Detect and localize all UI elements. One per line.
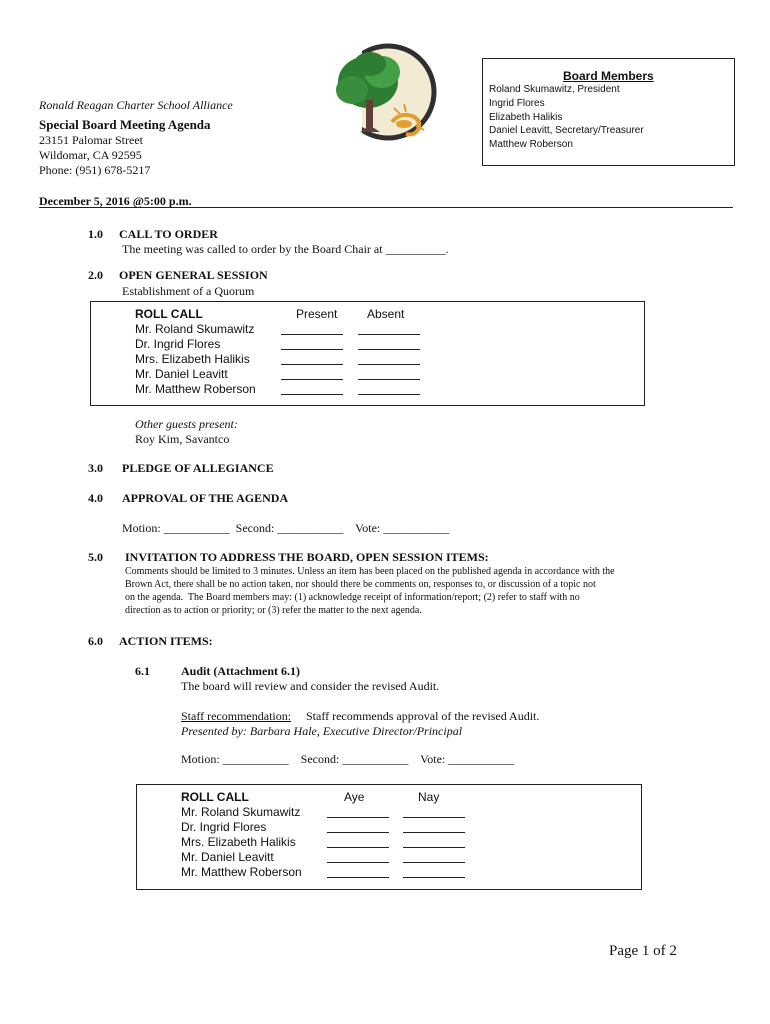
nay-blank[interactable]: [403, 832, 465, 833]
item-5-number: 5.0: [88, 550, 103, 564]
item-3-number: 3.0: [88, 461, 103, 475]
page-number: Page 1 of 2: [609, 943, 677, 959]
roll-call-heading: ROLL CALL: [135, 307, 203, 321]
present-blank[interactable]: [281, 379, 343, 380]
staff-recommendation-text: Staff recommends approval of the revised Audit.: [306, 709, 540, 723]
present-blank[interactable]: [281, 394, 343, 395]
aye-blank[interactable]: [327, 832, 389, 833]
item-1-title: CALL TO ORDER: [119, 227, 218, 241]
presented-by: Presented by: Barbara Hale, Executive Director/Principal: [181, 724, 463, 738]
nay-blank[interactable]: [403, 877, 465, 878]
item-6-number: 6.0: [88, 634, 103, 648]
staff-recommendation-label: Staff recommendation:: [181, 709, 292, 723]
present-blank[interactable]: [281, 334, 343, 335]
nay-blank[interactable]: [403, 817, 465, 818]
meeting-date: December 5, 2016 @5:00 p.m.: [39, 194, 192, 208]
board-members-heading: Board Members: [563, 69, 654, 83]
item-4-title: APPROVAL OF THE AGENDA: [122, 491, 289, 505]
nay-blank[interactable]: [403, 862, 465, 863]
roll-call-col-nay: Nay: [418, 790, 440, 804]
present-blank[interactable]: [281, 364, 343, 365]
phone: Phone: (951) 678-5217: [39, 163, 151, 177]
roll-call-name: Mr. Matthew Roberson: [181, 865, 302, 879]
guests-value: Roy Kim, Savantco: [135, 432, 230, 446]
roll-call-name: Mr. Roland Skumawitz: [181, 805, 301, 819]
item-1-text: The meeting was called to order by the Board Chair at __________.: [122, 242, 449, 256]
roll-call-name: Dr. Ingrid Flores: [135, 337, 221, 351]
absent-blank[interactable]: [358, 379, 420, 380]
board-member: Matthew Roberson: [489, 139, 573, 150]
absent-blank[interactable]: [358, 364, 420, 365]
board-member: Elizabeth Halikis: [489, 112, 563, 123]
present-blank[interactable]: [281, 349, 343, 350]
roll-call-name: Mrs. Elizabeth Halikis: [135, 352, 250, 366]
item-4-number: 4.0: [88, 491, 103, 505]
item-5-text-line: direction as to action or priority; or (3) refer the matter to the next agenda.: [125, 605, 422, 616]
item-2-title: OPEN GENERAL SESSION: [119, 268, 268, 282]
absent-blank[interactable]: [358, 334, 420, 335]
item-3-title: PLEDGE OF ALLEGIANCE: [122, 461, 274, 475]
board-member: Roland Skumawitz, President: [489, 84, 620, 95]
roll-call-name: Dr. Ingrid Flores: [181, 820, 267, 834]
roll-call-col-aye: Aye: [344, 790, 365, 804]
item-6-1-title: Audit (Attachment 6.1): [181, 664, 300, 678]
roll-call-name: Mr. Roland Skumawitz: [135, 322, 255, 336]
item-5-title: INVITATION TO ADDRESS THE BOARD, OPEN SESSION ITEMS:: [125, 550, 489, 564]
roll-call-heading: ROLL CALL: [181, 790, 249, 804]
roll-call-col-present: Present: [296, 307, 338, 321]
item-2-number: 2.0: [88, 268, 103, 282]
org-name: Ronald Reagan Charter School Alliance: [39, 98, 233, 112]
aye-blank[interactable]: [327, 877, 389, 878]
board-member: Daniel Leavitt, Secretary/Treasurer: [489, 125, 644, 136]
board-member: Ingrid Flores: [489, 98, 545, 109]
doc-title: Special Board Meeting Agenda: [39, 117, 211, 132]
school-logo: [330, 42, 438, 150]
aye-blank[interactable]: [327, 817, 389, 818]
roll-call-name: Mr. Daniel Leavitt: [181, 850, 274, 864]
item-2-text: Establishment of a Quorum: [122, 284, 255, 298]
address-line2: Wildomar, CA 92595: [39, 148, 142, 162]
item-5-text-line: Comments should be limited to 3 minutes. Unless an item has been placed on the published agenda in accordance with the: [125, 566, 615, 577]
aye-blank[interactable]: [327, 862, 389, 863]
absent-blank[interactable]: [358, 349, 420, 350]
item-5-text-line: on the agenda. The Board members may: (1) acknowledge receipt of information/report; (2) refer to staff with no: [125, 592, 580, 603]
guests-label: Other guests present:: [135, 417, 238, 431]
address-line1: 23151 Palomar Street: [39, 133, 143, 147]
nay-blank[interactable]: [403, 847, 465, 848]
roll-call-name: Mr. Matthew Roberson: [135, 382, 256, 396]
board-members-box: [482, 58, 735, 166]
item-6-1-number: 6.1: [135, 664, 150, 678]
roll-call-col-absent: Absent: [367, 307, 405, 321]
header-divider: [39, 207, 733, 208]
roll-call-name: Mrs. Elizabeth Halikis: [181, 835, 296, 849]
item-6-1-text: The board will review and consider the revised Audit.: [181, 679, 440, 693]
item-4-motion: Motion: ___________ Second: ___________ Vote: ___________: [122, 521, 450, 535]
aye-blank[interactable]: [327, 847, 389, 848]
item-6-title: ACTION ITEMS:: [119, 634, 213, 648]
item-6-1-motion: Motion: ___________ Second: ___________ Vote: ___________: [181, 752, 515, 766]
roll-call-name: Mr. Daniel Leavitt: [135, 367, 228, 381]
item-1-number: 1.0: [88, 227, 103, 241]
absent-blank[interactable]: [358, 394, 420, 395]
item-5-text-line: Brown Act, there shall be no action taken, nor should there be comments on, responses to, or discussion of a topic not: [125, 579, 596, 590]
